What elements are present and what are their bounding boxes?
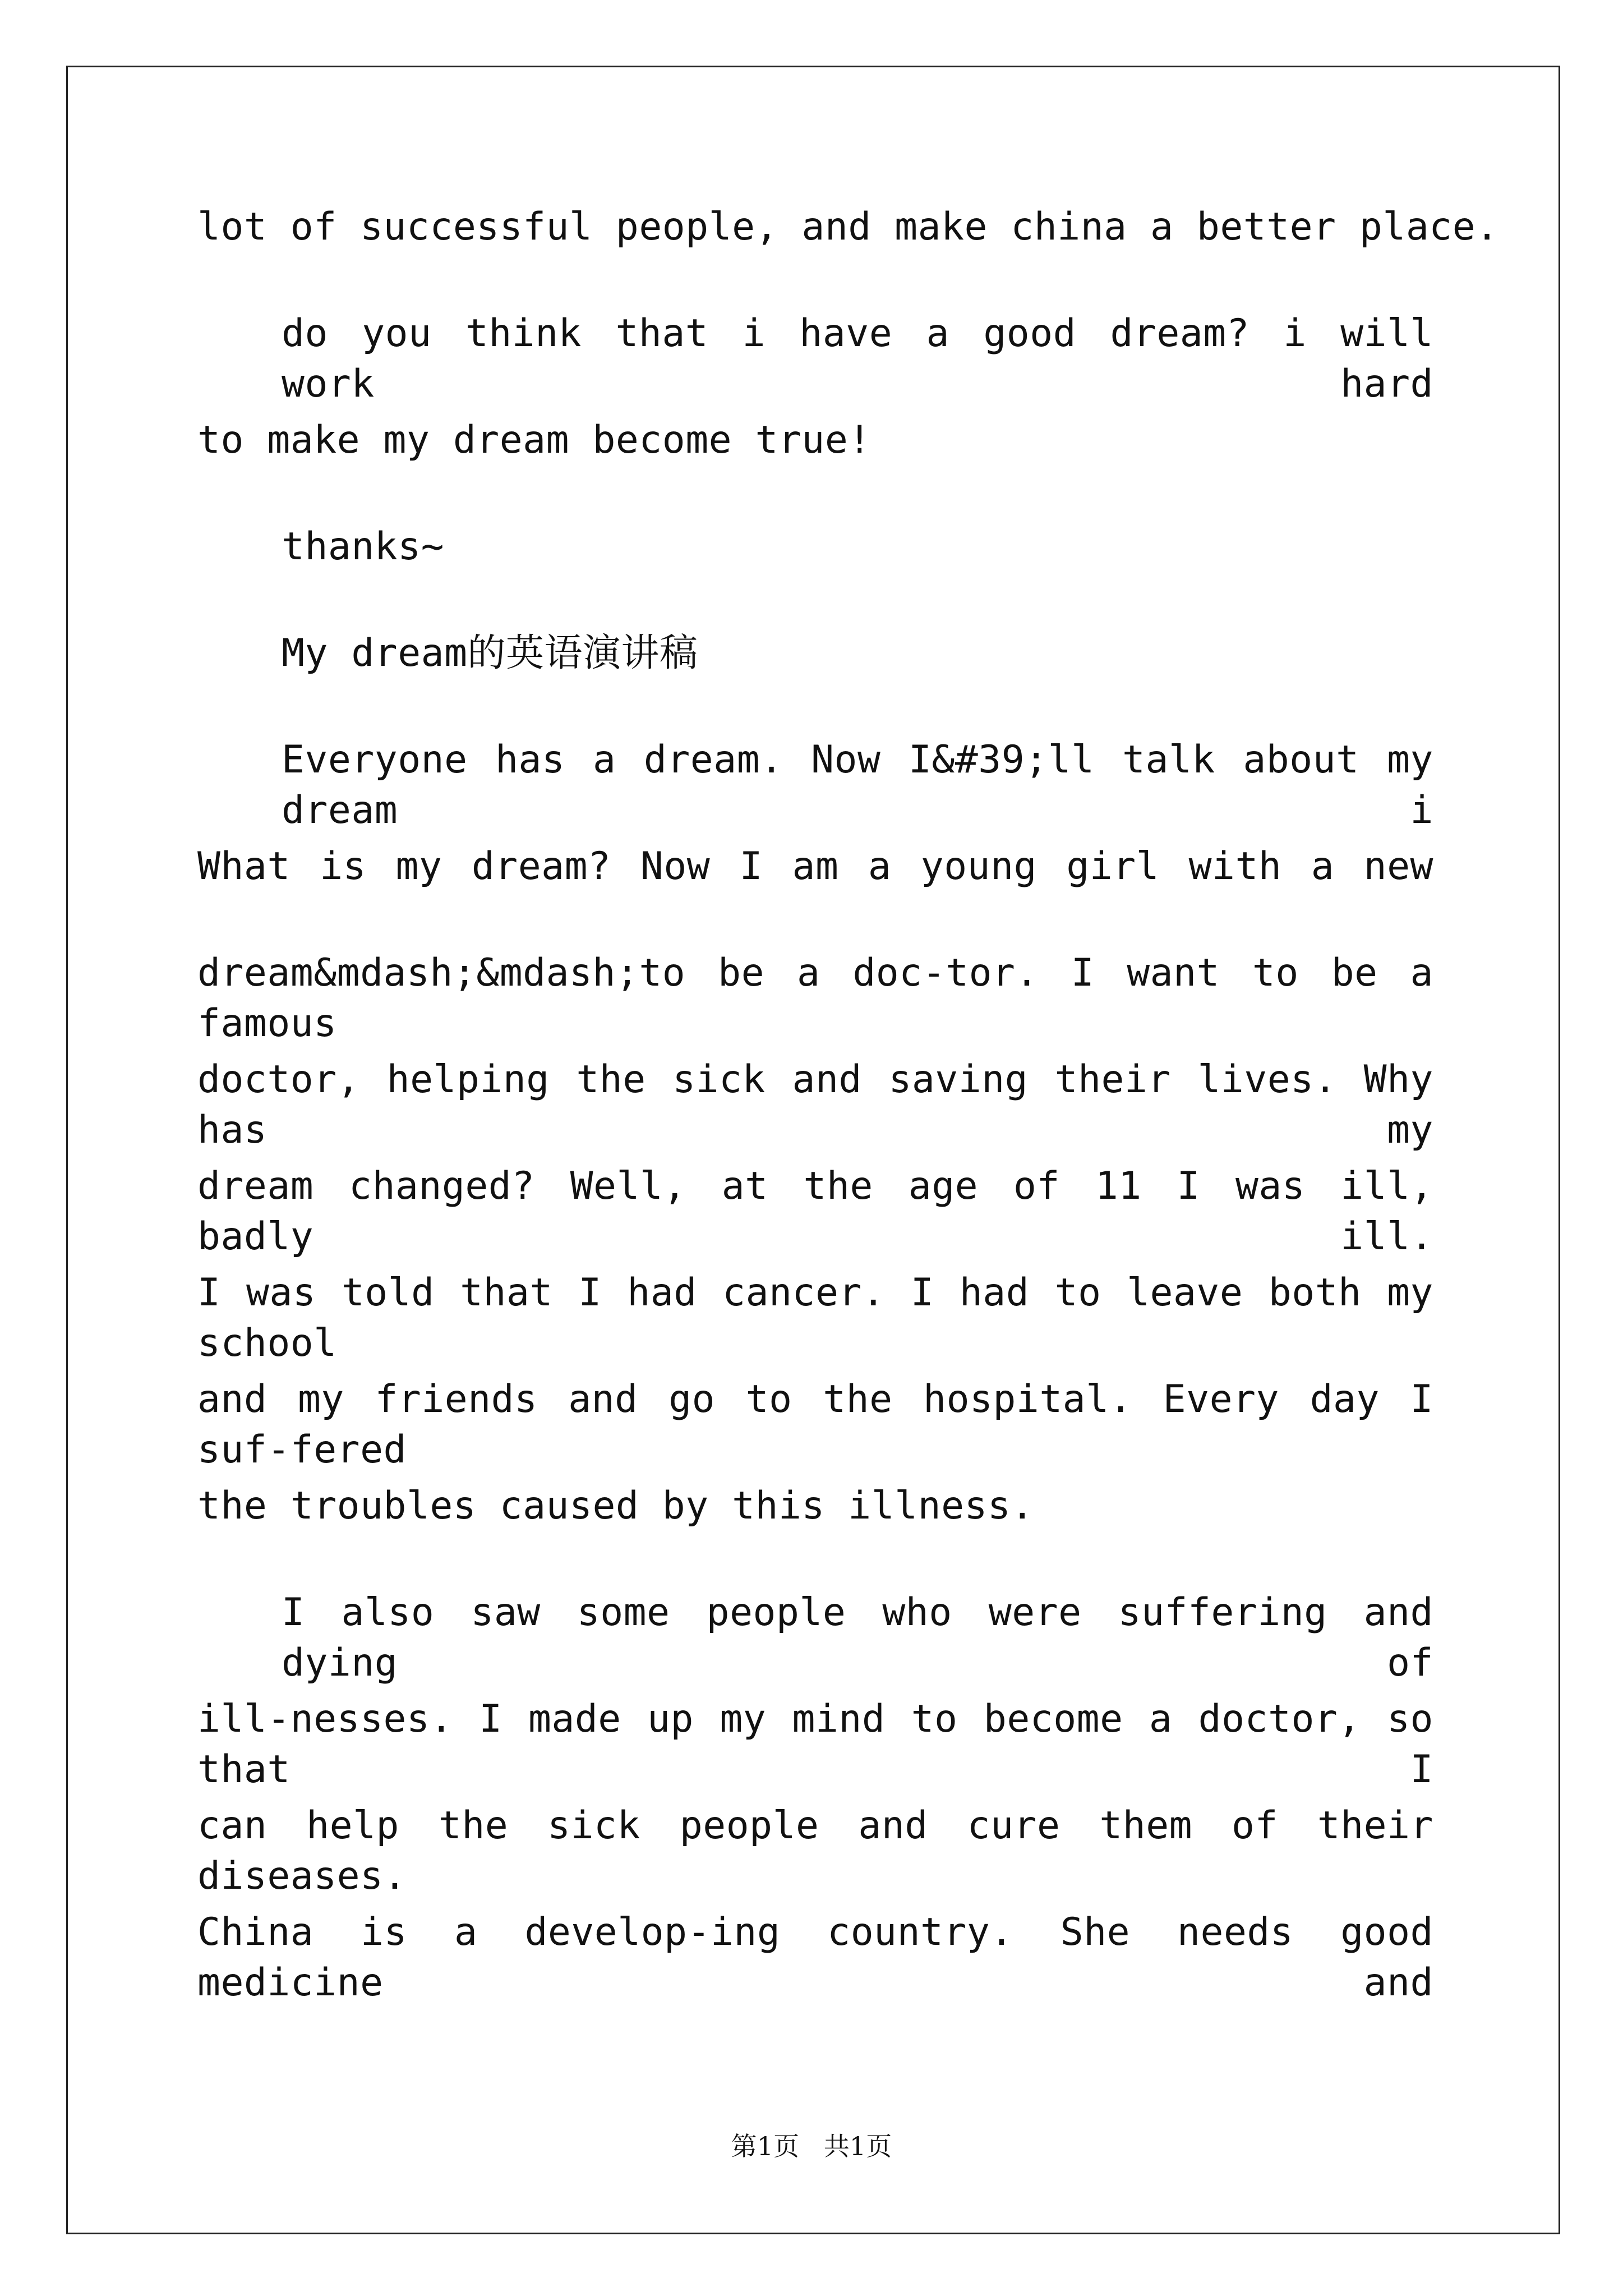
text-line: What is my dream? Now I am a young girl with a new xyxy=(197,844,1433,889)
text-line: doctor, helping the sick and saving their lives. Why has my xyxy=(197,1057,1433,1152)
section-heading: My dream的英语演讲稿 xyxy=(282,631,698,675)
text-line: I was told that I had cancer. I had to leave both my school xyxy=(197,1271,1433,1365)
text-line: China is a develop-ing country. She needs good medicine and xyxy=(197,1910,1433,2005)
text-line: dream changed? Well, at the age of 11 I was ill, badly ill. xyxy=(197,1164,1433,1259)
text-line: lot of successful people, and make china a better place. xyxy=(197,205,1499,249)
text-line: thanks~ xyxy=(282,524,445,569)
text-line: to make my dream become true! xyxy=(197,418,872,462)
text-line: and my friends and go to the hospital. Every day I suf-fered xyxy=(197,1377,1433,1472)
text-line: can help the sick people and cure them of their diseases. xyxy=(197,1803,1433,1898)
text-line: the troubles caused by this illness. xyxy=(197,1484,1034,1528)
text-line: do you think that i have a good dream? i will work hard xyxy=(282,311,1433,406)
page-number: 第1页 共1页 xyxy=(731,2131,892,2161)
text-line: Everyone has a dream. Now I&#39;ll talk about my dream i xyxy=(282,738,1433,832)
text-line: dream&mdash;&mdash;to be a doc-tor. I want to be a famous xyxy=(197,951,1433,1046)
text-line: I also saw some people who were suffering and dying of xyxy=(282,1590,1433,1685)
text-line: ill-nesses. I made up my mind to become a doctor, so that I xyxy=(197,1697,1433,1792)
